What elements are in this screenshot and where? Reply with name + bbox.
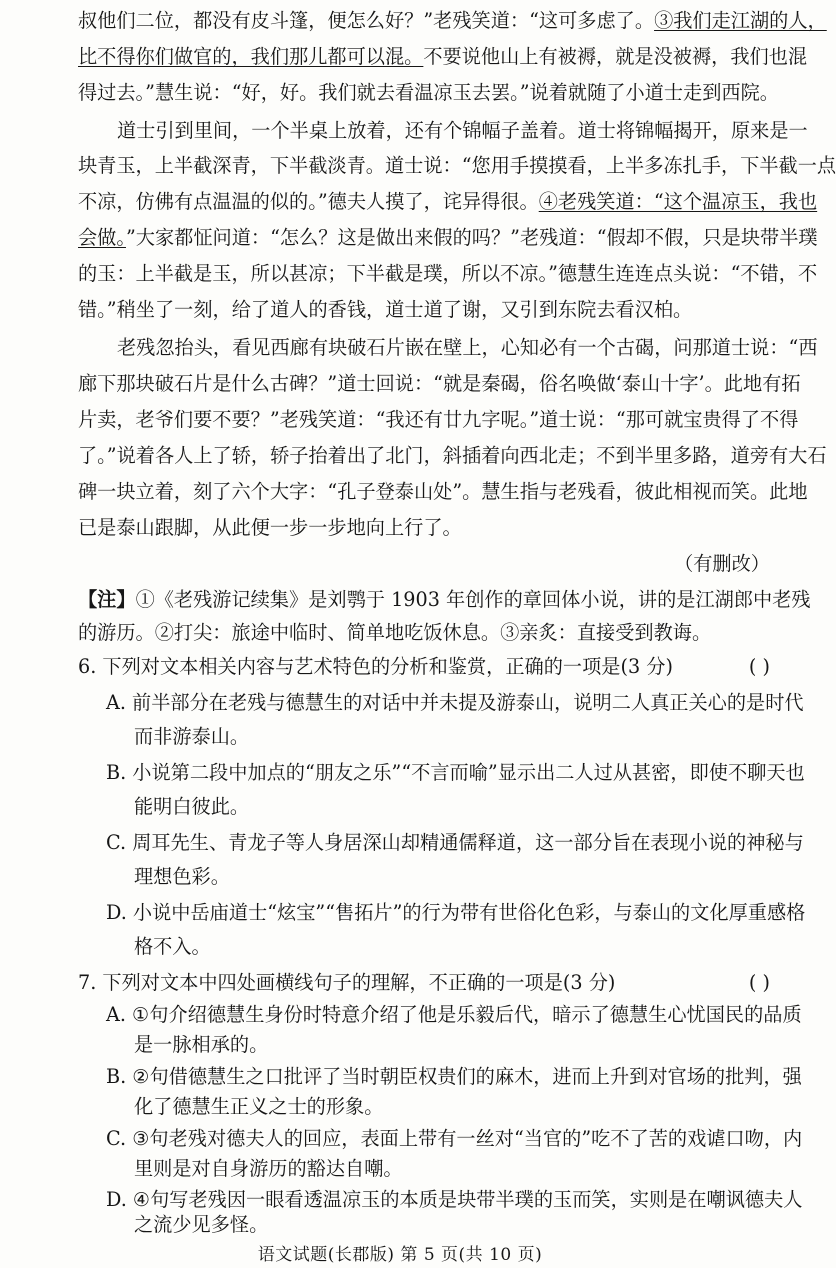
option-line: A. ①句介绍德慧生身份时特意介绍了他是乐毅后代，暗示了德慧生心忧国民的品质 bbox=[106, 1003, 802, 1026]
option-line: 能明白彼此。 bbox=[134, 795, 250, 818]
passage-line: 道士引到里间，一个半桌上放着，还有个锦幅子盖着。道士将锦幅揭开，原来是一 bbox=[117, 119, 808, 142]
passage-line: 的玉：上半截是玉，所以甚凉；下半截是璞，所以不凉。”德慧生连连点头说：“不错，不 bbox=[78, 262, 818, 285]
option-line: B. 小说第二段中加点的“朋友之乐”“不言而喻”显示出二人过从甚密，即使不聊天也 bbox=[106, 761, 805, 784]
page-footer: 语文试题(长郡版) 第 5 页(共 10 页) bbox=[257, 1245, 543, 1265]
edit-note: （有删改） bbox=[674, 552, 770, 575]
note-line bbox=[78, 585, 811, 615]
option-line: 是一脉相承的。 bbox=[134, 1033, 269, 1056]
text-run: ①《老残游记续集》是刘鹗于 1903 年创作的章回体小说，讲的是江湖郎中老残 bbox=[135, 588, 811, 611]
note-label: 【注】 bbox=[78, 588, 136, 611]
option-line: 理想色彩。 bbox=[134, 865, 230, 888]
text-run: ”大家都怔问道：“怎么？这是做出来假的吗？”老残道：“假却不假，只是块带半璞 bbox=[125, 226, 818, 249]
passage-line bbox=[78, 223, 818, 253]
passage-line: 廊下那块破石片是什么古碑？”道士回说：“就是秦碣，俗名唤做‘泰山十字’。此地有拓 bbox=[78, 372, 801, 395]
passage-line: 错。”稍坐了一刻，给了道人的香钱，道士道了谢，又引到东院去看汉柏。 bbox=[78, 298, 693, 321]
option-line: 格不入。 bbox=[134, 935, 211, 958]
passage-line: 碑一块立着，刻了六个大字：“孔子登泰山处”。慧生指与老残看，彼此相视而笑。此地 bbox=[78, 480, 808, 503]
option-line: C. ③句老残对德夫人的回应，表面上带有一丝对“当官的”吃不了苦的戏谑口吻，内 bbox=[106, 1127, 803, 1150]
passage-line: 老残忽抬头，看见西廊有块破石片嵌在壁上，心知必有一个古碣，问那道士说：“西 bbox=[117, 336, 818, 359]
answer-bracket: ( ) bbox=[748, 655, 770, 678]
passage-line: 了。”说着各人上了轿，轿子抬着出了北门，斜插着向西北走；不到半里多路，道旁有大石 bbox=[78, 444, 827, 467]
option-line: D. 小说中岳庙道士“炫宝”“售拓片”的行为带有世俗化色彩，与泰山的文化厚重感格 bbox=[106, 901, 806, 924]
answer-bracket: ( ) bbox=[748, 971, 770, 994]
text-run: 叔他们二位，都没有皮斗篷，便怎么好？”老残笑道：“这可多虑了。 bbox=[78, 9, 655, 32]
option-line: 之流少见多怪。 bbox=[134, 1213, 269, 1236]
option-line: 而非游泰山。 bbox=[134, 725, 250, 748]
note-line: 的游历。②打尖：旅途中临时、简单地吃饭休息。③亲炙：直接受到教诲。 bbox=[78, 621, 712, 644]
text-run: 不要说他山上有被褥，就是没被褥，我们也混 bbox=[423, 45, 808, 68]
option-line: 里则是对自身游历的豁达自嘲。 bbox=[134, 1157, 403, 1180]
passage-line bbox=[78, 42, 807, 72]
passage-line: 得过去。”慧生说：“好，好。我们就去看温凉玉去罢。”说着就随了小道士走到西院。 bbox=[78, 81, 779, 104]
underlined-sentence-4: ④老残笑道：“这个温凉玉，我也 bbox=[538, 190, 818, 213]
question-7-stem: 7. 下列对文本中四处画横线句子的理解，不正确的一项是(3 分) bbox=[78, 971, 616, 994]
option-line: 化了德慧生正义之士的形象。 bbox=[134, 1095, 384, 1118]
option-line: B. ②句借德慧生之口批评了当时朝臣权贵们的麻木，进而上升到对官场的批判，强 bbox=[106, 1065, 802, 1088]
passage-line bbox=[78, 187, 817, 217]
question-6-stem: 6. 下列对文本相关内容与艺术特色的分析和鉴赏，正确的一项是(3 分) bbox=[78, 655, 673, 678]
passage-line bbox=[78, 6, 827, 36]
underlined-sentence-4: 会做。 bbox=[78, 226, 126, 249]
option-line: C. 周耳先生、青龙子等人身居深山却精通儒释道，这一部分旨在表现小说的神秘与 bbox=[106, 831, 804, 854]
passage-line: 已是泰山跟脚，从此便一步一步地向上行了。 bbox=[78, 516, 462, 539]
text-run: 不凉，仿佛有点温温的似的。”德夫人摸了，诧异得很。 bbox=[78, 190, 539, 213]
option-line: A. 前半部分在老残与德慧生的对话中并未提及游泰山，说明二人真正关心的是时代 bbox=[106, 691, 804, 714]
underlined-sentence-3: ③我们走江湖的人， bbox=[654, 9, 827, 32]
passage-line: 片卖，老爷们要不要？”老残笑道：“我还有廿九字呢。”道士说：“那可就宝贵得了不得 bbox=[78, 408, 799, 431]
option-line: D. ④句写老残因一眼看透温凉玉的本质是块带半璞的玉而笑，实则是在嘲讽德夫人 bbox=[106, 1188, 803, 1211]
passage-line: 块青玉，上半截深青，下半截淡青。道士说：“您用手摸摸看，上半多冻扎手，下半截一点 bbox=[78, 154, 836, 177]
underlined-sentence-3: 比不得你们做官的，我们那儿都可以混。 bbox=[78, 45, 424, 68]
